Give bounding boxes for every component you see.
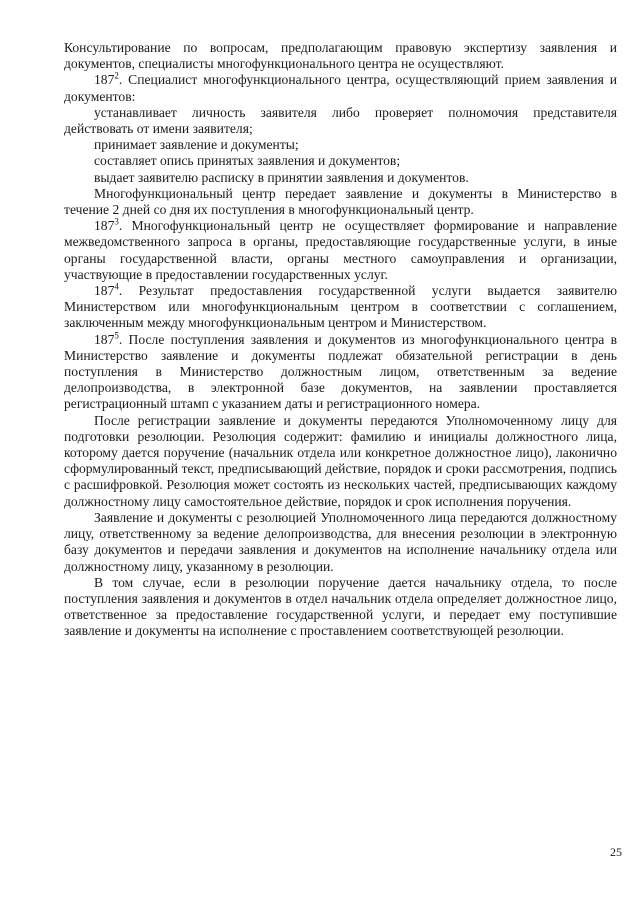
clause-number: 187: [94, 72, 115, 88]
clause-superscript: 5: [114, 330, 119, 341]
paragraph-head-of-department: [64, 575, 617, 640]
paragraph-text: . Специалист многофункционального центра, осуществляющий прием заявления и документов:: [64, 72, 617, 104]
paragraph-text: Многофункциональный центр передает заявление и документы в Министерство в течение 2 дней со дня их поступления в многофункциональный центр.: [64, 185, 617, 218]
paragraph-187-2: [64, 72, 617, 104]
clause-superscript: 3: [114, 216, 119, 227]
paragraph-187-5: [64, 332, 617, 413]
paragraph-identity: [64, 105, 617, 137]
paragraph-187-3: [64, 218, 617, 283]
paragraph-text: выдает заявителю расписку в принятии заявления и документов.: [94, 169, 469, 185]
paragraph-text: устанавливает личность заявителя либо проверяет полномочия представителя действовать от имени заявителя;: [64, 104, 617, 137]
paragraph-187-4: [64, 283, 617, 332]
paragraph-transfer: [64, 186, 617, 218]
paragraph-text: После регистрации заявление и документы передаются Уполномоченному лицу для подготовки резолюции. Резолюция содержит: фамилию и инициалы должностного лица, которому дается поручение (начальник отдела или конкретное должностное лицо), лаконично сформулированный текст, предписывающий действие, порядок и сроки рассмотрения, подпись с расшифровкой. Резолюция может состоять из нескольких частей, предписывающих каждому должностному лицу самостоятельное действие, порядок и срок исполнения поручения.: [64, 412, 617, 509]
paragraph-receipt: [64, 170, 617, 186]
paragraph-text: . Многофункциональный центр не осуществляет формирование и направление межведомственного запроса в органы, предоставляющие государственные услуги, в иные органы государственной власти, органы местного самоуправления и организации, участвующие в предоставлении государственных услуг.: [64, 218, 617, 282]
paragraph-accepts: [64, 137, 617, 153]
paragraph-consultation: [64, 40, 617, 72]
paragraph-handover: [64, 510, 617, 575]
paragraph-text: Консультирование по вопросам, предполагающим правовую экспертизу заявления и документов, специалисты многофункционального центра не осуществляют.: [64, 40, 617, 72]
paragraph-text: В том случае, если в резолюции поручение дается начальнику отдела, то после поступления заявления и документов в отдел начальник отдела определяет должностное лицо, ответственное за предоставление государственной услуги, и передает ему поступившие заявление и документы на исполнение с проставлением соответствующей резолюции.: [64, 574, 617, 639]
clause-number: 187: [94, 218, 115, 234]
paragraph-text: . Результат предоставления государственной услуги выдается заявителю Министерством или многофункциональным центром в соответствии с соглашением, заключенным между многофункциональным центром и Министерством.: [64, 283, 617, 331]
paragraph-text: составляет опись принятых заявления и документов;: [94, 153, 401, 169]
clause-number: 187: [94, 331, 115, 347]
paragraph-inventory: [64, 153, 617, 169]
paragraph-text: принимает заявление и документы;: [94, 137, 299, 153]
document-page: [64, 40, 617, 640]
paragraph-resolution: [64, 413, 617, 510]
clause-superscript: 2: [114, 70, 119, 81]
page-number: 25: [610, 845, 622, 859]
paragraph-text: . После поступления заявления и документов из многофункционального центра в Министерство заявление и документы подлежат обязательной регистрации в день поступления в Министерство должностным лицом, ответственным за ведение делопроизводства, в электронной базе документов, на заявлении проставляется регистрационный штамп с указанием даты и регистрационного номера.: [64, 331, 617, 412]
clause-number: 187: [94, 283, 115, 299]
paragraph-text: Заявление и документы с резолюцией Уполномоченного лица передаются должностному лицу, ответственному за ведение делопроизводства, для внесения резолюции в электронную базу документов и передачи заявления и документов на исполнение начальнику отдела или должностному лицу, указанному в резолюции.: [64, 509, 617, 574]
clause-superscript: 4: [114, 281, 119, 292]
